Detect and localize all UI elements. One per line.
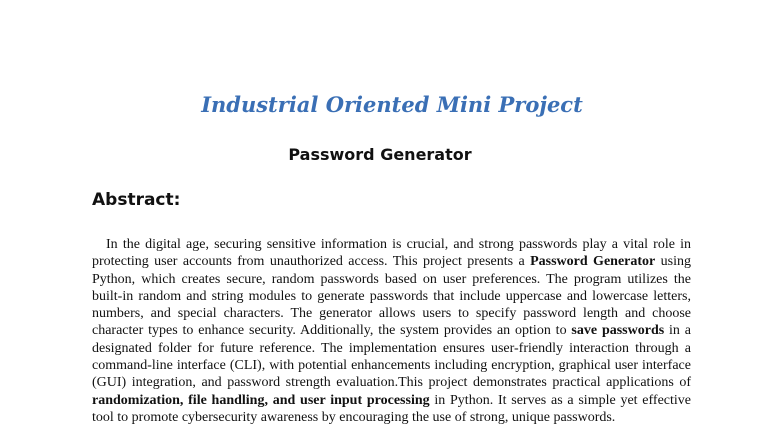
project-subtitle: Password Generator [288,145,472,164]
abstract-bold-save-passwords: save passwords [571,323,665,339]
abstract-bold-randomization: randomization, file handling, and user input processing [92,392,430,408]
document-title: Industrial Oriented Mini Project [201,92,583,117]
abstract-text-1: In the digital age, securing sensitive information is crucial, and strong passwords play a vital role in protecting user accounts from unauthorized access. This project presents a [92,237,691,270]
abstract-paragraph [92,236,691,426]
abstract-text-4: in Python. It serves as a simple yet effective tool to promote cybersecurity awareness by encouraging the use of strong, unique passwords. [92,392,692,425]
abstract-text-3: in a designated folder for future reference. The implementation ensures user-friendly interaction through a command-line interface (CLI), with potential enhancements including encryption, graphical user interface (GUI) integration, and password strength evaluation.This project demonstrates practical applications of [92,323,691,391]
abstract-heading: Abstract: [92,190,181,210]
abstract-text-2: using Python, which creates secure, random passwords based on user preferences. The program utilizes the built-in random and string modules to generate passwords that include uppercase and lowercase letters, numbers, and special characters. The generator allows users to specify password length and choose character types to enhance security. Additionally, the system provides an option to [92,254,691,339]
abstract-bold-password-generator: Password Generator [530,254,656,270]
